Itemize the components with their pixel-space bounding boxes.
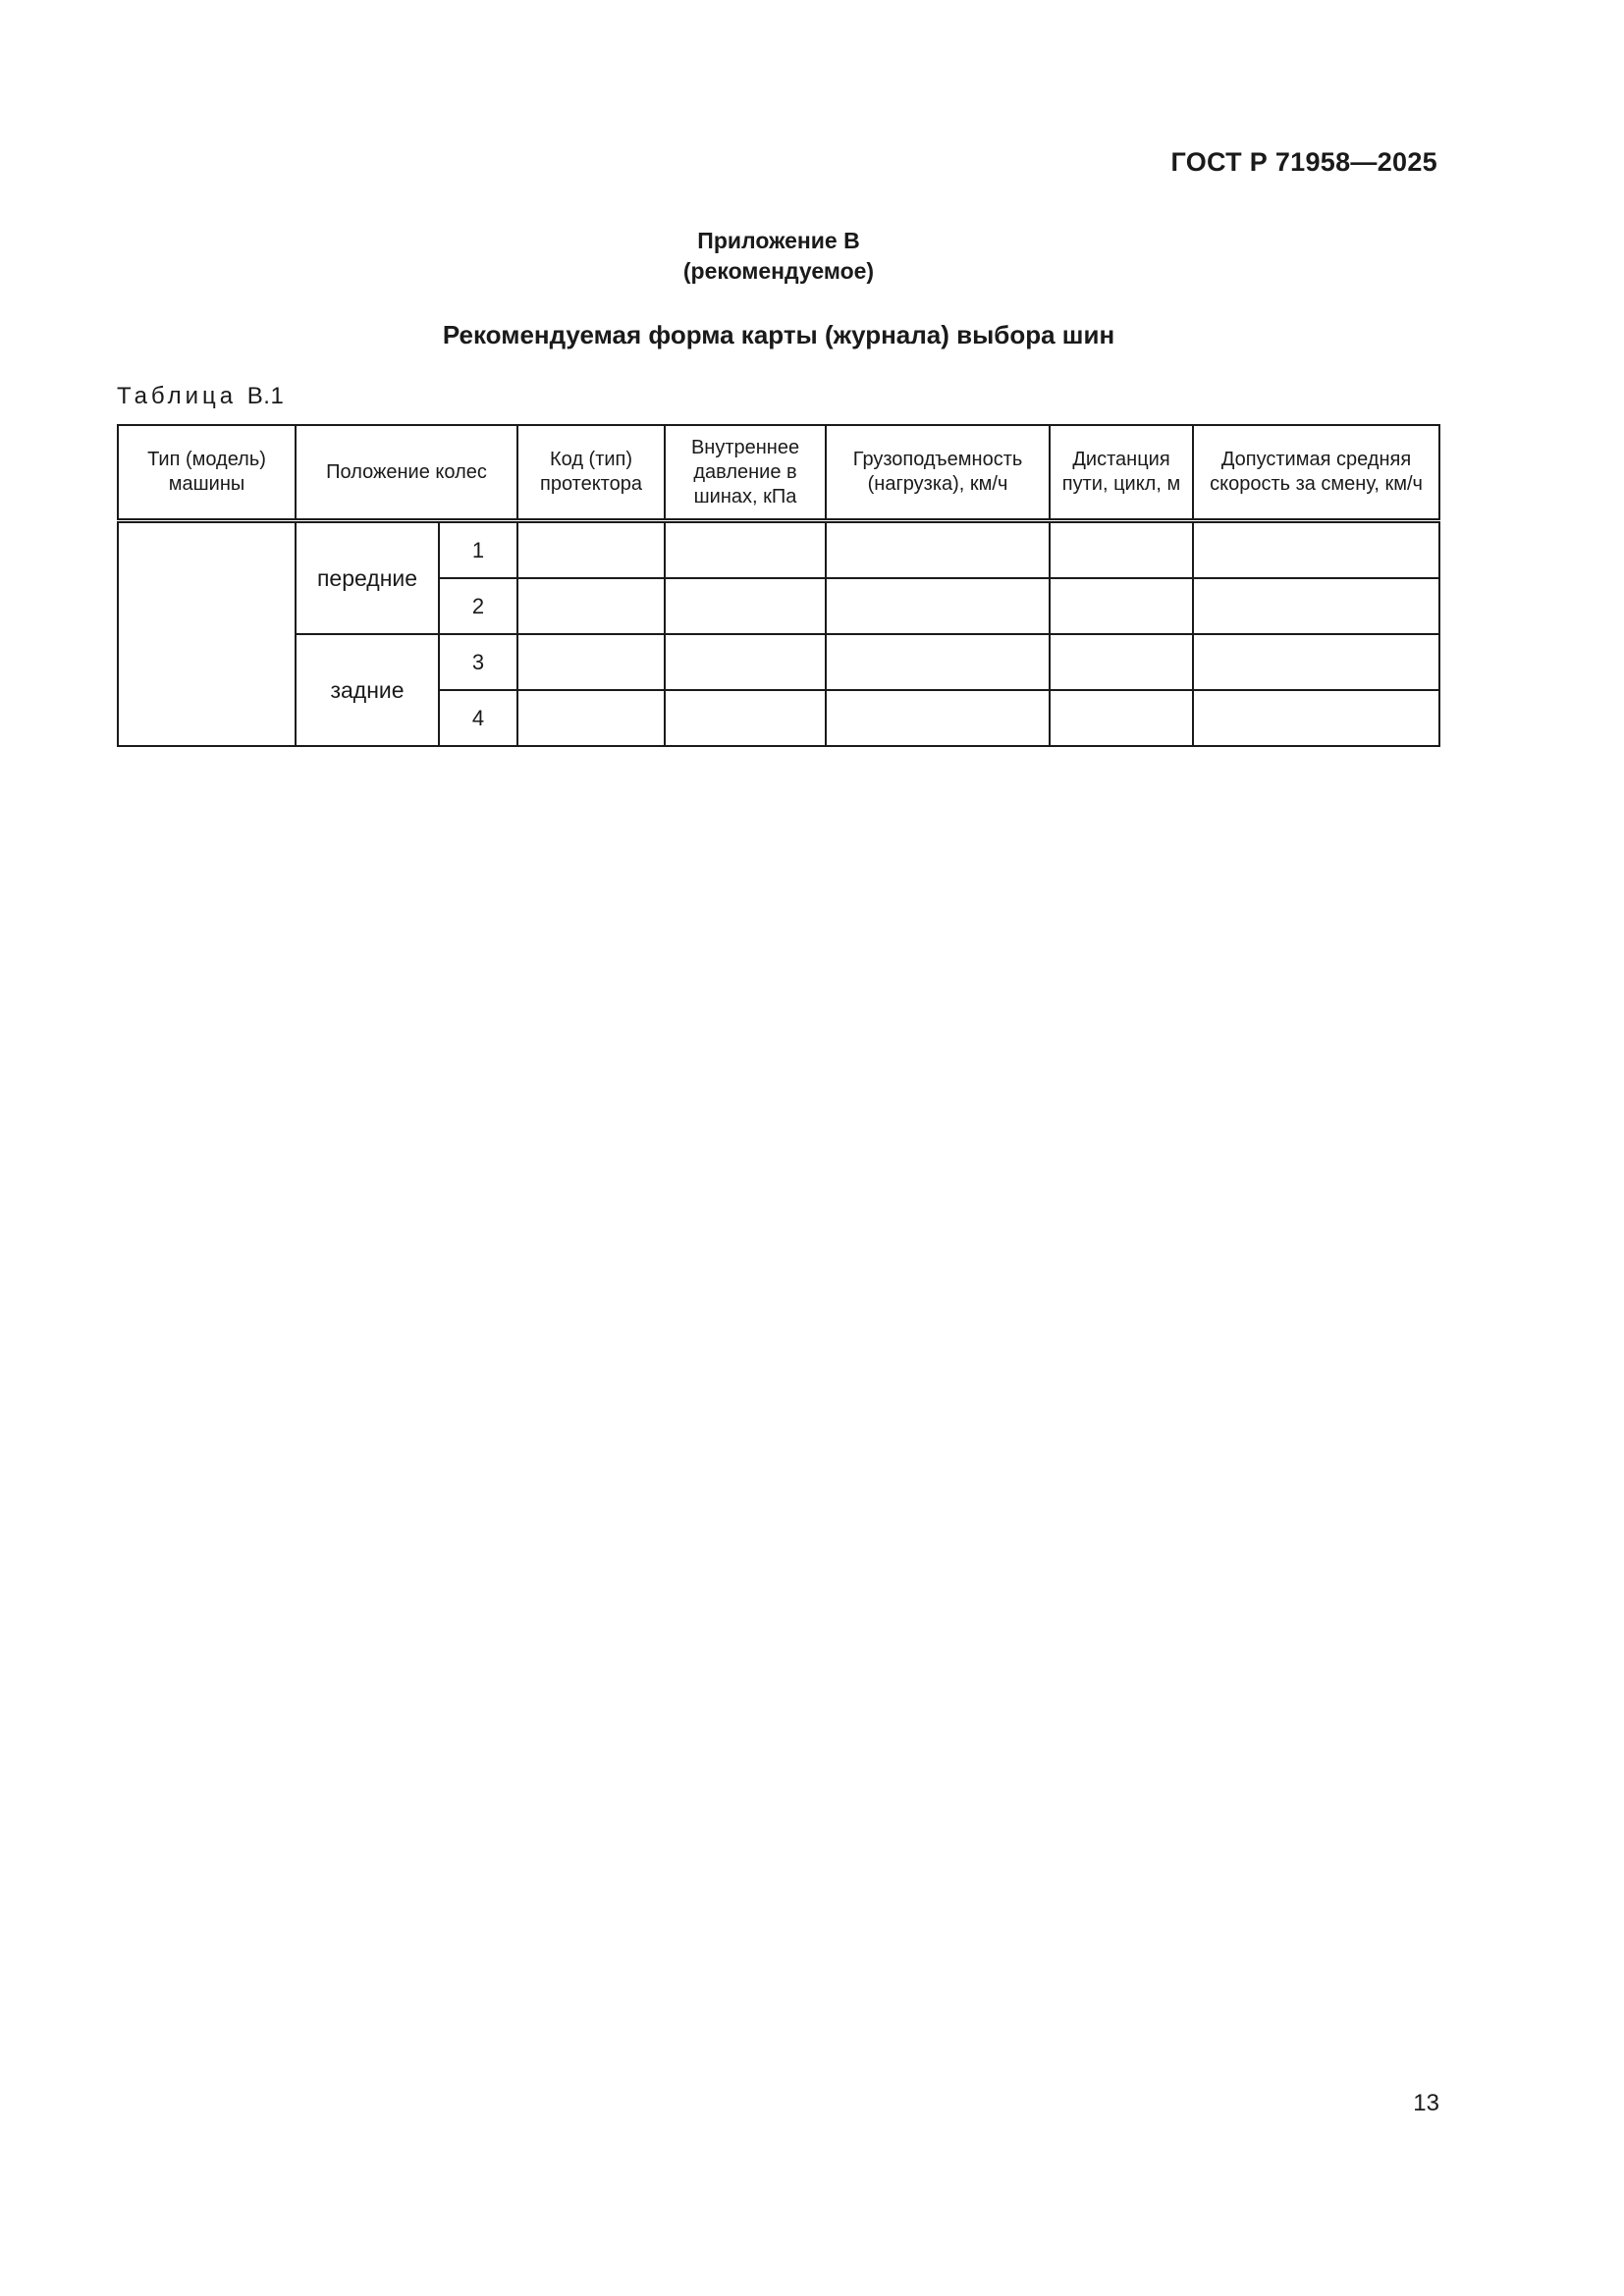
speed-cell[interactable] [1193,634,1439,690]
speed-cell[interactable] [1193,521,1439,579]
pressure-cell[interactable] [665,634,826,690]
table-caption [117,383,284,410]
appendix-status: (рекомендуемое) [682,258,875,284]
pressure-cell[interactable] [665,690,826,746]
table-header-row [118,425,1439,521]
header-load-capacity: Грузоподъемность (нагрузка), км/ч [826,425,1050,521]
wheel-number: 2 [439,578,517,634]
tread-code-cell[interactable] [517,521,665,579]
distance-cell[interactable] [1050,690,1193,746]
rear-wheels-label: задние [296,634,439,746]
appendix-title: Приложение В [697,228,860,253]
distance-cell[interactable] [1050,634,1193,690]
pressure-cell[interactable] [665,521,826,579]
load-capacity-cell[interactable] [826,634,1050,690]
table-caption-number: В.1 [246,383,285,409]
load-capacity-cell[interactable] [826,690,1050,746]
header-tread-code: Код (тип) протектора [517,425,665,521]
table-caption-label: Таблица [117,383,238,409]
document-code: ГОСТ Р 71958—2025 [1170,147,1437,177]
pressure-cell[interactable] [665,578,826,634]
distance-cell[interactable] [1050,578,1193,634]
table-row [118,634,1439,690]
table-row [118,521,1439,579]
tread-code-cell[interactable] [517,578,665,634]
wheel-number: 3 [439,634,517,690]
section-title: Рекомендуемая форма карты (журнала) выбора шин [442,320,1115,349]
distance-cell[interactable] [1050,521,1193,579]
front-wheels-label: передние [296,521,439,635]
tread-code-cell[interactable] [517,690,665,746]
wheel-number: 4 [439,690,517,746]
tread-code-cell[interactable] [517,634,665,690]
tire-selection-table [117,424,1440,747]
header-speed: Допустимая средняя скорость за смену, км/ч [1193,425,1439,521]
wheel-number: 1 [439,521,517,579]
machine-type-cell[interactable] [118,521,296,747]
page-number: 13 [1413,2090,1439,2116]
speed-cell[interactable] [1193,690,1439,746]
load-capacity-cell[interactable] [826,578,1050,634]
header-machine-type: Тип (модель) машины [118,425,296,521]
speed-cell[interactable] [1193,578,1439,634]
load-capacity-cell[interactable] [826,521,1050,579]
header-wheel-position: Положение колес [296,425,517,521]
header-pressure: Внутреннее давление в шинах, кПа [665,425,826,521]
header-distance: Дистанция пути, цикл, м [1050,425,1193,521]
